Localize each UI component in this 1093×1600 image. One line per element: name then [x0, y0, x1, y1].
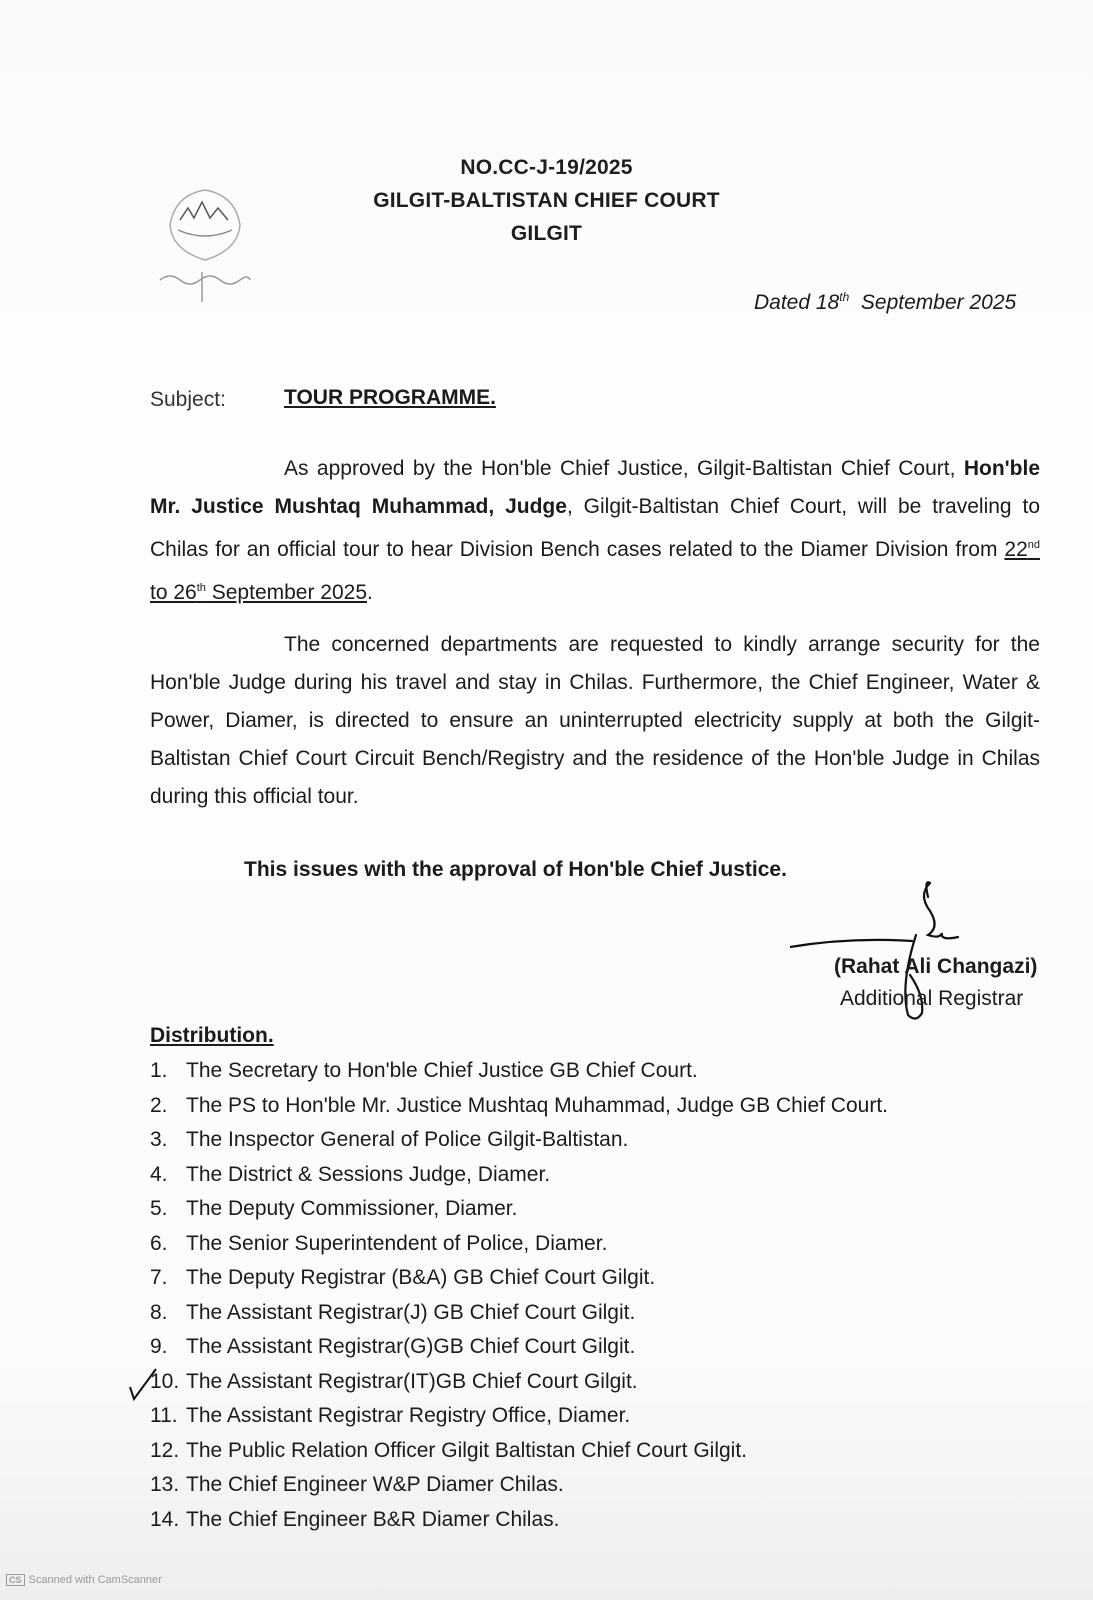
distribution-item — [150, 1468, 888, 1503]
item-number: 10. — [150, 1369, 180, 1393]
item-text: The Assistant Registrar(J) GB Chief Court Gilgit. — [186, 1300, 636, 1324]
distribution-item — [150, 1399, 888, 1434]
item-text: The Secretary to Hon'ble Chief Justice GB Chief Court. — [186, 1059, 698, 1082]
date-day: Dated 18 — [754, 291, 840, 314]
item-text: The Deputy Commissioner, Diamer. — [186, 1197, 518, 1220]
item-number: 14. — [150, 1507, 180, 1531]
subject-title: TOUR PROGRAMME. — [284, 386, 496, 409]
watermark-text: Scanned with CamScanner — [28, 1574, 162, 1586]
item-text: The PS to Hon'ble Mr. Justice Mushtaq Muhammad, Judge GB Chief Court. — [186, 1093, 888, 1117]
item-text: The Assistant Registrar Registry Office, Diamer. — [186, 1404, 631, 1427]
item-number: 3. — [150, 1128, 168, 1151]
reference-number: NO.CC-J-19/2025 — [460, 156, 633, 179]
item-text: The Chief Engineer B&R Diamer Chilas. — [186, 1507, 560, 1531]
scanner-watermark — [6, 1574, 162, 1586]
item-text: The Senior Superintendent of Police, Diamer. — [186, 1231, 608, 1255]
checkmark-icon — [128, 1367, 158, 1401]
tour-date-to: to 26 — [150, 581, 197, 604]
item-number: 12. — [150, 1438, 180, 1462]
tour-date-from-suffix: nd — [1027, 539, 1040, 551]
organization-city: GILGIT — [510, 222, 583, 245]
distribution-item — [150, 1192, 888, 1227]
para2-text: The concerned departments are requested to kindly arrange security for the Hon'ble Judge during his travel and stay in Chilas. Furthermore, the Chief Engineer, Water & Power, Diamer, is directed to ensure an uninterrupted electricity supply at both the Gilgit-Baltistan Chief Court Circuit Bench/Registry and the residence of the Hon'ble Judge in Chilas during this official tour. — [150, 633, 1040, 808]
distribution-list — [150, 1054, 888, 1537]
distribution-item — [150, 1227, 888, 1262]
item-text: The Deputy Registrar (B&A) GB Chief Court Gilgit. — [186, 1266, 656, 1289]
tour-date-from: 22 — [1004, 538, 1028, 561]
distribution-item — [150, 1503, 888, 1538]
item-number: 5. — [150, 1197, 168, 1220]
distribution-item — [150, 1089, 888, 1124]
para1-text-1: As approved by the Hon'ble Chief Justice, Gilgit-Baltistan Chief Court, — [284, 457, 964, 480]
item-text: The Chief Engineer W&P Diamer Chilas. — [186, 1473, 564, 1496]
distribution-item — [150, 1296, 888, 1331]
paragraph-tour-approval — [150, 450, 1040, 612]
distribution-item — [150, 1123, 888, 1158]
signatory-name: (Rahat Ali Changazi) — [834, 955, 1038, 978]
paragraph-security-arrangements — [150, 626, 1040, 816]
item-text: The Assistant Registrar(G)GB Chief Court Gilgit. — [186, 1335, 636, 1358]
item-number: 13. — [150, 1473, 180, 1496]
item-number: 7. — [150, 1266, 168, 1289]
item-number: 1. — [150, 1059, 168, 1082]
item-number: 6. — [150, 1231, 168, 1255]
distribution-item — [150, 1330, 888, 1365]
camscanner-logo-icon: CS — [6, 1574, 25, 1586]
approval-line: This issues with the approval of Hon'ble Chief Justice. — [244, 858, 787, 881]
judge-name: Hon'ble Mr. Justice Mushtaq Muhammad, Judge — [150, 457, 1040, 518]
item-number: 8. — [150, 1300, 168, 1324]
tour-date-to-suffix: th — [196, 582, 206, 594]
organization-name: GILGIT-BALTISTAN CHIEF COURT — [373, 189, 720, 212]
item-number: 2. — [150, 1093, 168, 1117]
distribution-item — [150, 1365, 888, 1400]
tour-date-month: September 2025 — [205, 581, 368, 604]
date-month-year: September 2025 — [860, 291, 1017, 314]
signatory-designation: Additional Registrar — [840, 987, 1024, 1010]
distribution-item — [150, 1261, 888, 1296]
document-date — [754, 290, 1016, 315]
para1-text-2: , Gilgit-Baltistan Chief Court, will be traveling to Chilas for an official tour to hear Division Bench cases related to the Diamer Division from — [150, 495, 1040, 561]
distribution-item — [150, 1434, 888, 1469]
item-text: The Assistant Registrar(IT)GB Chief Court Gilgit. — [186, 1369, 638, 1393]
item-number: 9. — [150, 1335, 168, 1358]
para1-end: . — [367, 581, 373, 604]
item-text: The Public Relation Officer Gilgit Baltistan Chief Court Gilgit. — [186, 1438, 748, 1462]
item-number: 4. — [150, 1162, 168, 1186]
item-text: The Inspector General of Police Gilgit-Baltistan. — [186, 1128, 629, 1151]
distribution-item — [150, 1054, 888, 1089]
item-number: 11. — [150, 1404, 178, 1427]
distribution-title: Distribution. — [150, 1024, 274, 1047]
distribution-item — [150, 1158, 888, 1193]
date-suffix: th — [839, 290, 850, 304]
subject-label: Subject: — [150, 388, 226, 411]
item-text: The District & Sessions Judge, Diamer. — [186, 1162, 551, 1186]
